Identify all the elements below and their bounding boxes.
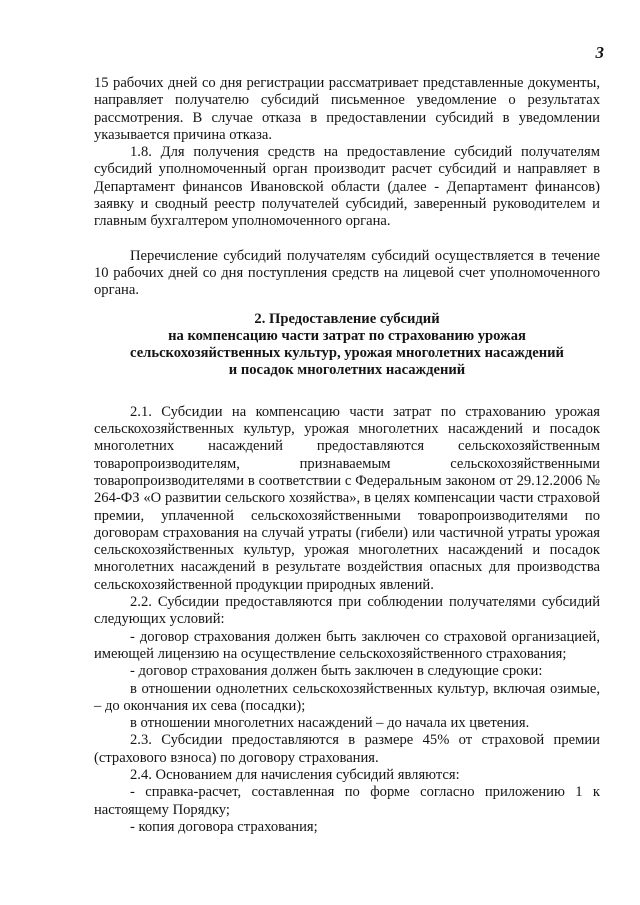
paragraph-1-8: 1.8. Для получения средств на предоставление субсидий получателям субсидий уполномоченный орган производит расчет субсидий и направляет в Департамент финансов Ивановской области (далее - Департамент финансов) заявку и сводный реестр получателей субсидий, заверенный руководителем и главным бухгалтером уполномоченного органа. bbox=[94, 144, 600, 230]
basis-calculation: - справка-расчет, составленная по форме согласно приложению 1 к настоящему Порядку; bbox=[94, 784, 600, 818]
paragraph-2-2: 2.2. Субсидии предоставляются при соблюдении получателями субсидий следующих условий: bbox=[94, 594, 600, 628]
basis-contract-copy: - копия договора страхования; bbox=[130, 818, 318, 835]
section-heading-line-1: 2. Предоставление субсидий bbox=[254, 310, 440, 327]
paragraph-2-1: 2.1. Субсидии на компенсацию части затрат по страхованию урожая сельскохозяйственных культур, урожая многолетних насаждений и посадок многолетних насаждений предоставляются сельскохозяйственным товаропроизводителям, признаваемым сельскохозяйственными товаропроизводителями в соответствии с Федеральным законом от 29.12.2006 № 264-ФЗ «О развитии сельского хозяйства», в целях компенсации части страховой премии, уплаченной сельскохозяйственными товаропроизводителями по договорам страхования на случай утраты (гибели) или частичной утраты урожая сельскохозяйственных культур, урожая многолетних насаждений и посадок многолетних насаждений в результате воздействия опасных для производства сельскохозяйственной продукции природных явлений. bbox=[94, 403, 600, 593]
section-heading-line-4: и посадок многолетних насаждений bbox=[228, 362, 466, 379]
paragraph-2-4: 2.4. Основанием для начисления субсидий являются: bbox=[130, 766, 460, 783]
condition-perennials: в отношении многолетних насаждений – до начала их цветения. bbox=[130, 715, 530, 732]
document-body bbox=[94, 75, 600, 836]
paragraph-2-3: 2.3. Субсидии предоставляются в размере 45% от страховой премии (страхового взноса) по договору страхования. bbox=[94, 732, 600, 766]
paragraph-continuation: 15 рабочих дней со дня регистрации рассматривает представленные документы, направляет получателю субсидий письменное уведомление о результатах рассмотрения. В случае отказа в предоставлении субсидий в уведомлении указывается причина отказа. bbox=[94, 75, 600, 143]
paragraph-transfer: Перечисление субсидий получателям субсидий осуществляется в течение 10 рабочих дней со дня поступления средств на лицевой счет уполномоченного органа. bbox=[94, 247, 600, 299]
condition-annual-crops: в отношении однолетних сельскохозяйственных культур, включая озимые, – до окончания их сева (посадки); bbox=[94, 680, 600, 714]
page-number: 3 bbox=[595, 43, 604, 62]
section-heading-line-2: на компенсацию части затрат по страхованию урожая bbox=[168, 327, 526, 344]
section-heading-line-3: сельскохозяйственных культур, урожая многолетних насаждений bbox=[130, 345, 564, 362]
condition-license: - договор страхования должен быть заключен со страховой организацией, имеющей лицензию на осуществление сельскохозяйственного страхования; bbox=[94, 628, 600, 662]
condition-terms: - договор страхования должен быть заключен в следующие сроки: bbox=[130, 663, 543, 680]
section-heading bbox=[94, 311, 600, 380]
